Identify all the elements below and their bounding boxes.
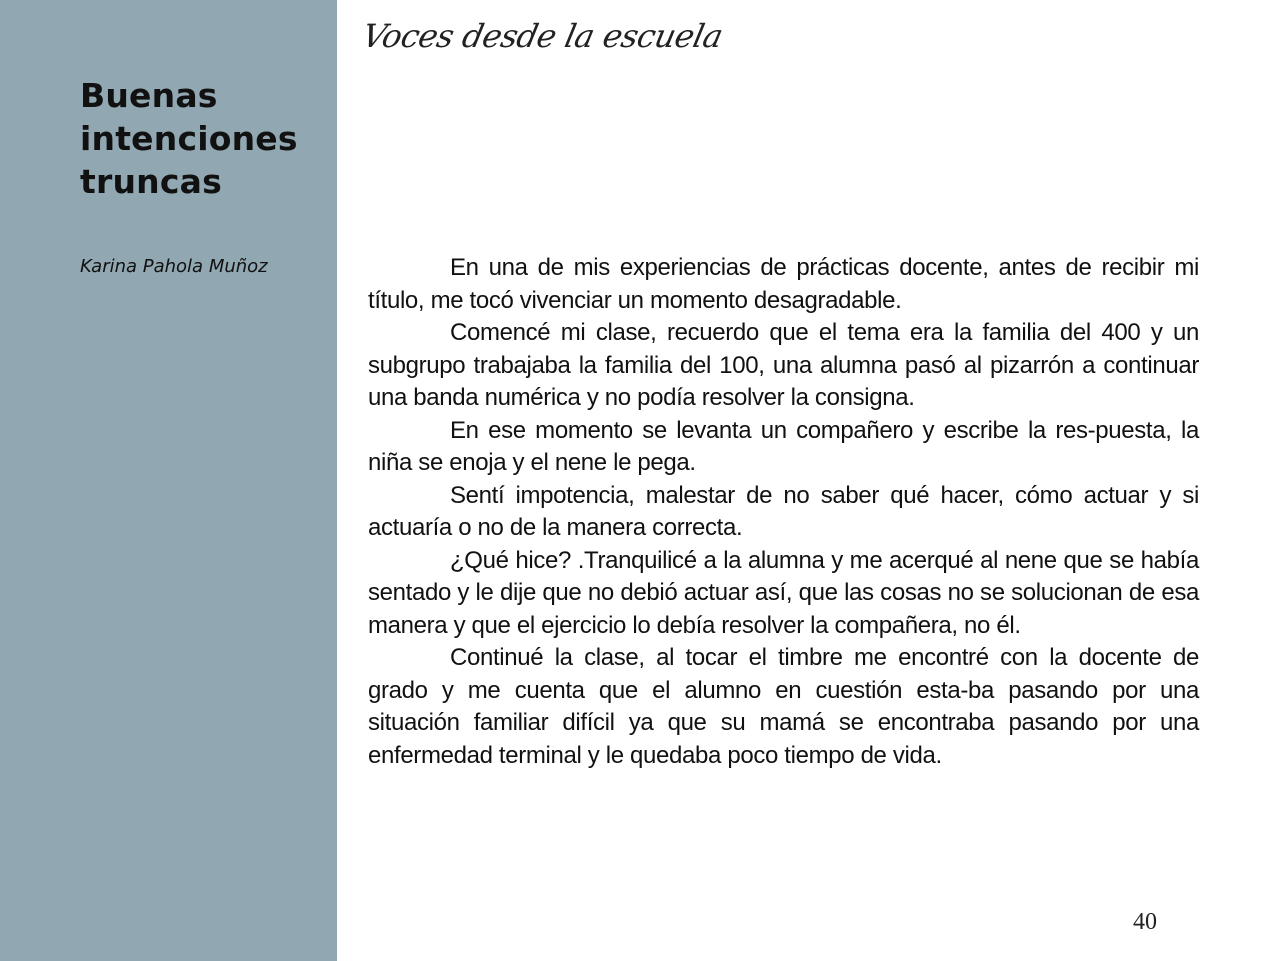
running-header: Voces desde la escuela bbox=[359, 17, 727, 55]
sidebar-panel bbox=[0, 0, 337, 961]
paragraph-1: En una de mis experiencias de prácticas docente, antes de recibir mi título, me tocó vivenciar un momento desagradable. bbox=[368, 254, 1199, 314]
page-number: 40 bbox=[1133, 909, 1157, 935]
paragraph-6: Continué la clase, al tocar el timbre me encontré con la docente de grado y me cuenta que el alumno en cuestión esta-ba pasando por una situación familiar difícil ya que su mamá se encontraba pasando por una enfermedad terminal y le quedaba poco tiempo de vida. bbox=[368, 644, 1199, 769]
article-body bbox=[368, 252, 1199, 772]
paragraph-2: Comencé mi clase, recuerdo que el tema era la familia del 400 y un subgrupo trabajaba la familia del 100, una alumna pasó al pizarrón a continuar una banda numérica y no podía resolver la consigna. bbox=[368, 319, 1199, 411]
paragraph-3: En ese momento se levanta un compañero y escribe la res-puesta, la niña se enoja y el nene le pega. bbox=[368, 416, 1199, 476]
author-name: Karina Pahola Muñoz bbox=[80, 256, 268, 277]
paragraph-4: Sentí impotencia, malestar de no saber qué hacer, cómo actuar y si actuaría o no de la manera correcta. bbox=[368, 481, 1199, 541]
paragraph-5: ¿Qué hice? .Tranquilicé a la alumna y me acerqué al nene que se había sentado y le dije que no debió actuar así, que las cosas no se solucionan de esa manera y que el ejercicio lo debía resolver la compañera, no él. bbox=[368, 546, 1199, 639]
article-title: Buenas intenciones truncas bbox=[80, 76, 298, 201]
